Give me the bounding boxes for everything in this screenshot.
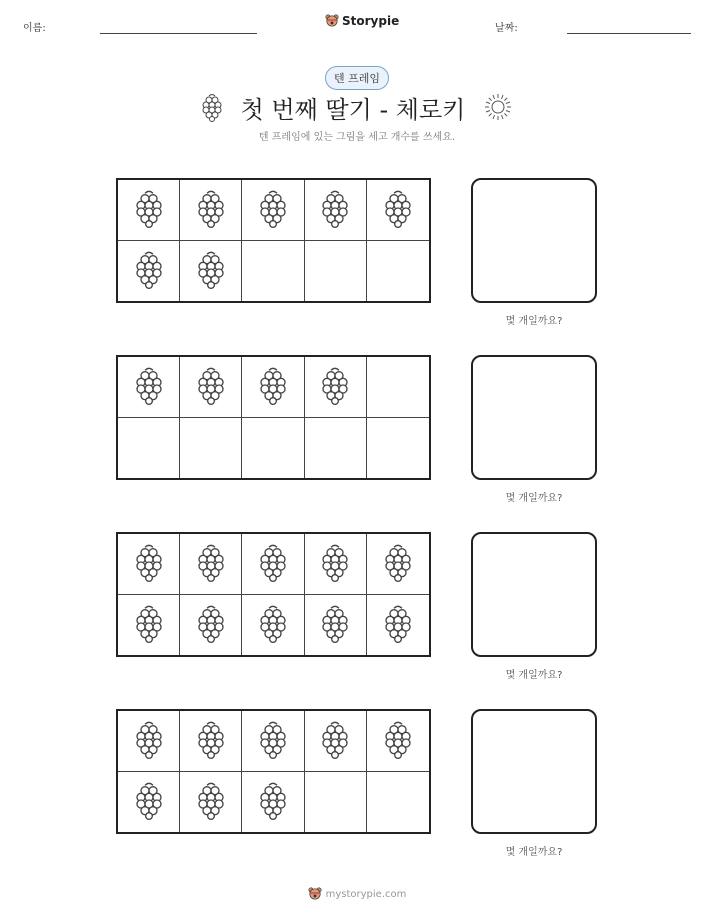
date-line[interactable] [567,33,691,34]
answer-prompt-3: 몇 개일까요? [505,670,563,681]
blackberry-icon [383,603,413,647]
name-label: 이름: [23,23,46,34]
blackberry-icon [320,603,350,647]
frame-cell [367,595,429,656]
blackberry-icon [134,542,164,586]
blackberry-icon [383,719,413,763]
blackberry-icon [134,249,164,293]
frame-cell [367,534,429,595]
footer [0,886,714,902]
frame-cell [367,357,429,418]
date-label: 날짜: [495,23,518,34]
blackberry-icon [196,719,226,763]
blackberry-icon [196,188,226,232]
footer-site: mystorypie.com [325,888,407,900]
answer-box-1[interactable] [471,178,597,303]
answer-box-4[interactable] [471,709,597,834]
frame-cell [180,418,242,479]
frame-cell [242,180,304,241]
frame-cell [118,418,180,479]
instructions: 텐 프레임에 있는 그림을 세고 개수를 쓰세요. [258,132,456,143]
frame-cell [118,772,180,833]
frame-cell [118,241,180,302]
frame-cell [242,772,304,833]
frame-cell [118,711,180,772]
frame-cell [305,418,367,479]
frame-cell [118,180,180,241]
frame-cell [118,534,180,595]
brand-logo [325,13,399,29]
bear-mascot-icon [308,886,322,902]
frame-cell [242,711,304,772]
blackberry-icon [258,780,288,824]
ten-frame-1 [116,178,431,303]
frame-cell [118,357,180,418]
blackberry-icon [196,365,226,409]
blackberry-icon [196,542,226,586]
frame-cell [305,241,367,302]
answer-prompt-1: 몇 개일까요? [505,316,563,327]
frame-cell [180,357,242,418]
blackberry-icon [134,780,164,824]
blackberry-icon [196,249,226,293]
ten-frame-4 [116,709,431,834]
category-badge: 텐 프레임 [325,66,389,90]
frame-cell [367,241,429,302]
frame-cell [367,772,429,833]
title-row [0,88,714,126]
frame-cell [180,772,242,833]
blackberry-icon [196,603,226,647]
frame-cell [242,595,304,656]
ten-frame-3 [116,532,431,657]
brand-name: Storypie [342,14,400,28]
blackberry-icon [201,92,223,122]
frame-cell [180,241,242,302]
frame-cell [367,180,429,241]
frame-cell [242,241,304,302]
blackberry-icon [134,188,164,232]
answer-box-3[interactable] [471,532,597,657]
frame-cell [242,418,304,479]
frame-cell [305,711,367,772]
frame-cell [242,357,304,418]
frame-cell [305,180,367,241]
blackberry-icon [258,188,288,232]
answer-prompt-2: 몇 개일까요? [505,493,563,504]
blackberry-icon [134,603,164,647]
frame-cell [180,711,242,772]
frame-cell [180,534,242,595]
frame-cell [305,357,367,418]
blackberry-icon [258,719,288,763]
blackberry-icon [258,603,288,647]
name-line[interactable] [100,33,257,34]
frame-cell [180,595,242,656]
frame-cell [180,180,242,241]
frame-cell [242,534,304,595]
frame-cell [118,595,180,656]
frame-cell [305,595,367,656]
blackberry-icon [258,365,288,409]
blackberry-icon [383,188,413,232]
blackberry-icon [134,365,164,409]
blackberry-icon [320,719,350,763]
page-title: 첫 번째 딸기 - 체로키 [240,95,466,124]
ten-frame-2 [116,355,431,480]
answer-prompt-4: 몇 개일까요? [505,847,563,858]
frame-cell [305,534,367,595]
blackberry-icon [196,780,226,824]
sun-icon [483,92,513,122]
answer-box-2[interactable] [471,355,597,480]
blackberry-icon [134,719,164,763]
blackberry-icon [320,542,350,586]
frame-cell [367,711,429,772]
frame-cell [367,418,429,479]
blackberry-icon [383,542,413,586]
blackberry-icon [320,188,350,232]
blackberry-icon [320,365,350,409]
bear-mascot-icon [325,13,339,29]
blackberry-icon [258,542,288,586]
frame-cell [305,772,367,833]
